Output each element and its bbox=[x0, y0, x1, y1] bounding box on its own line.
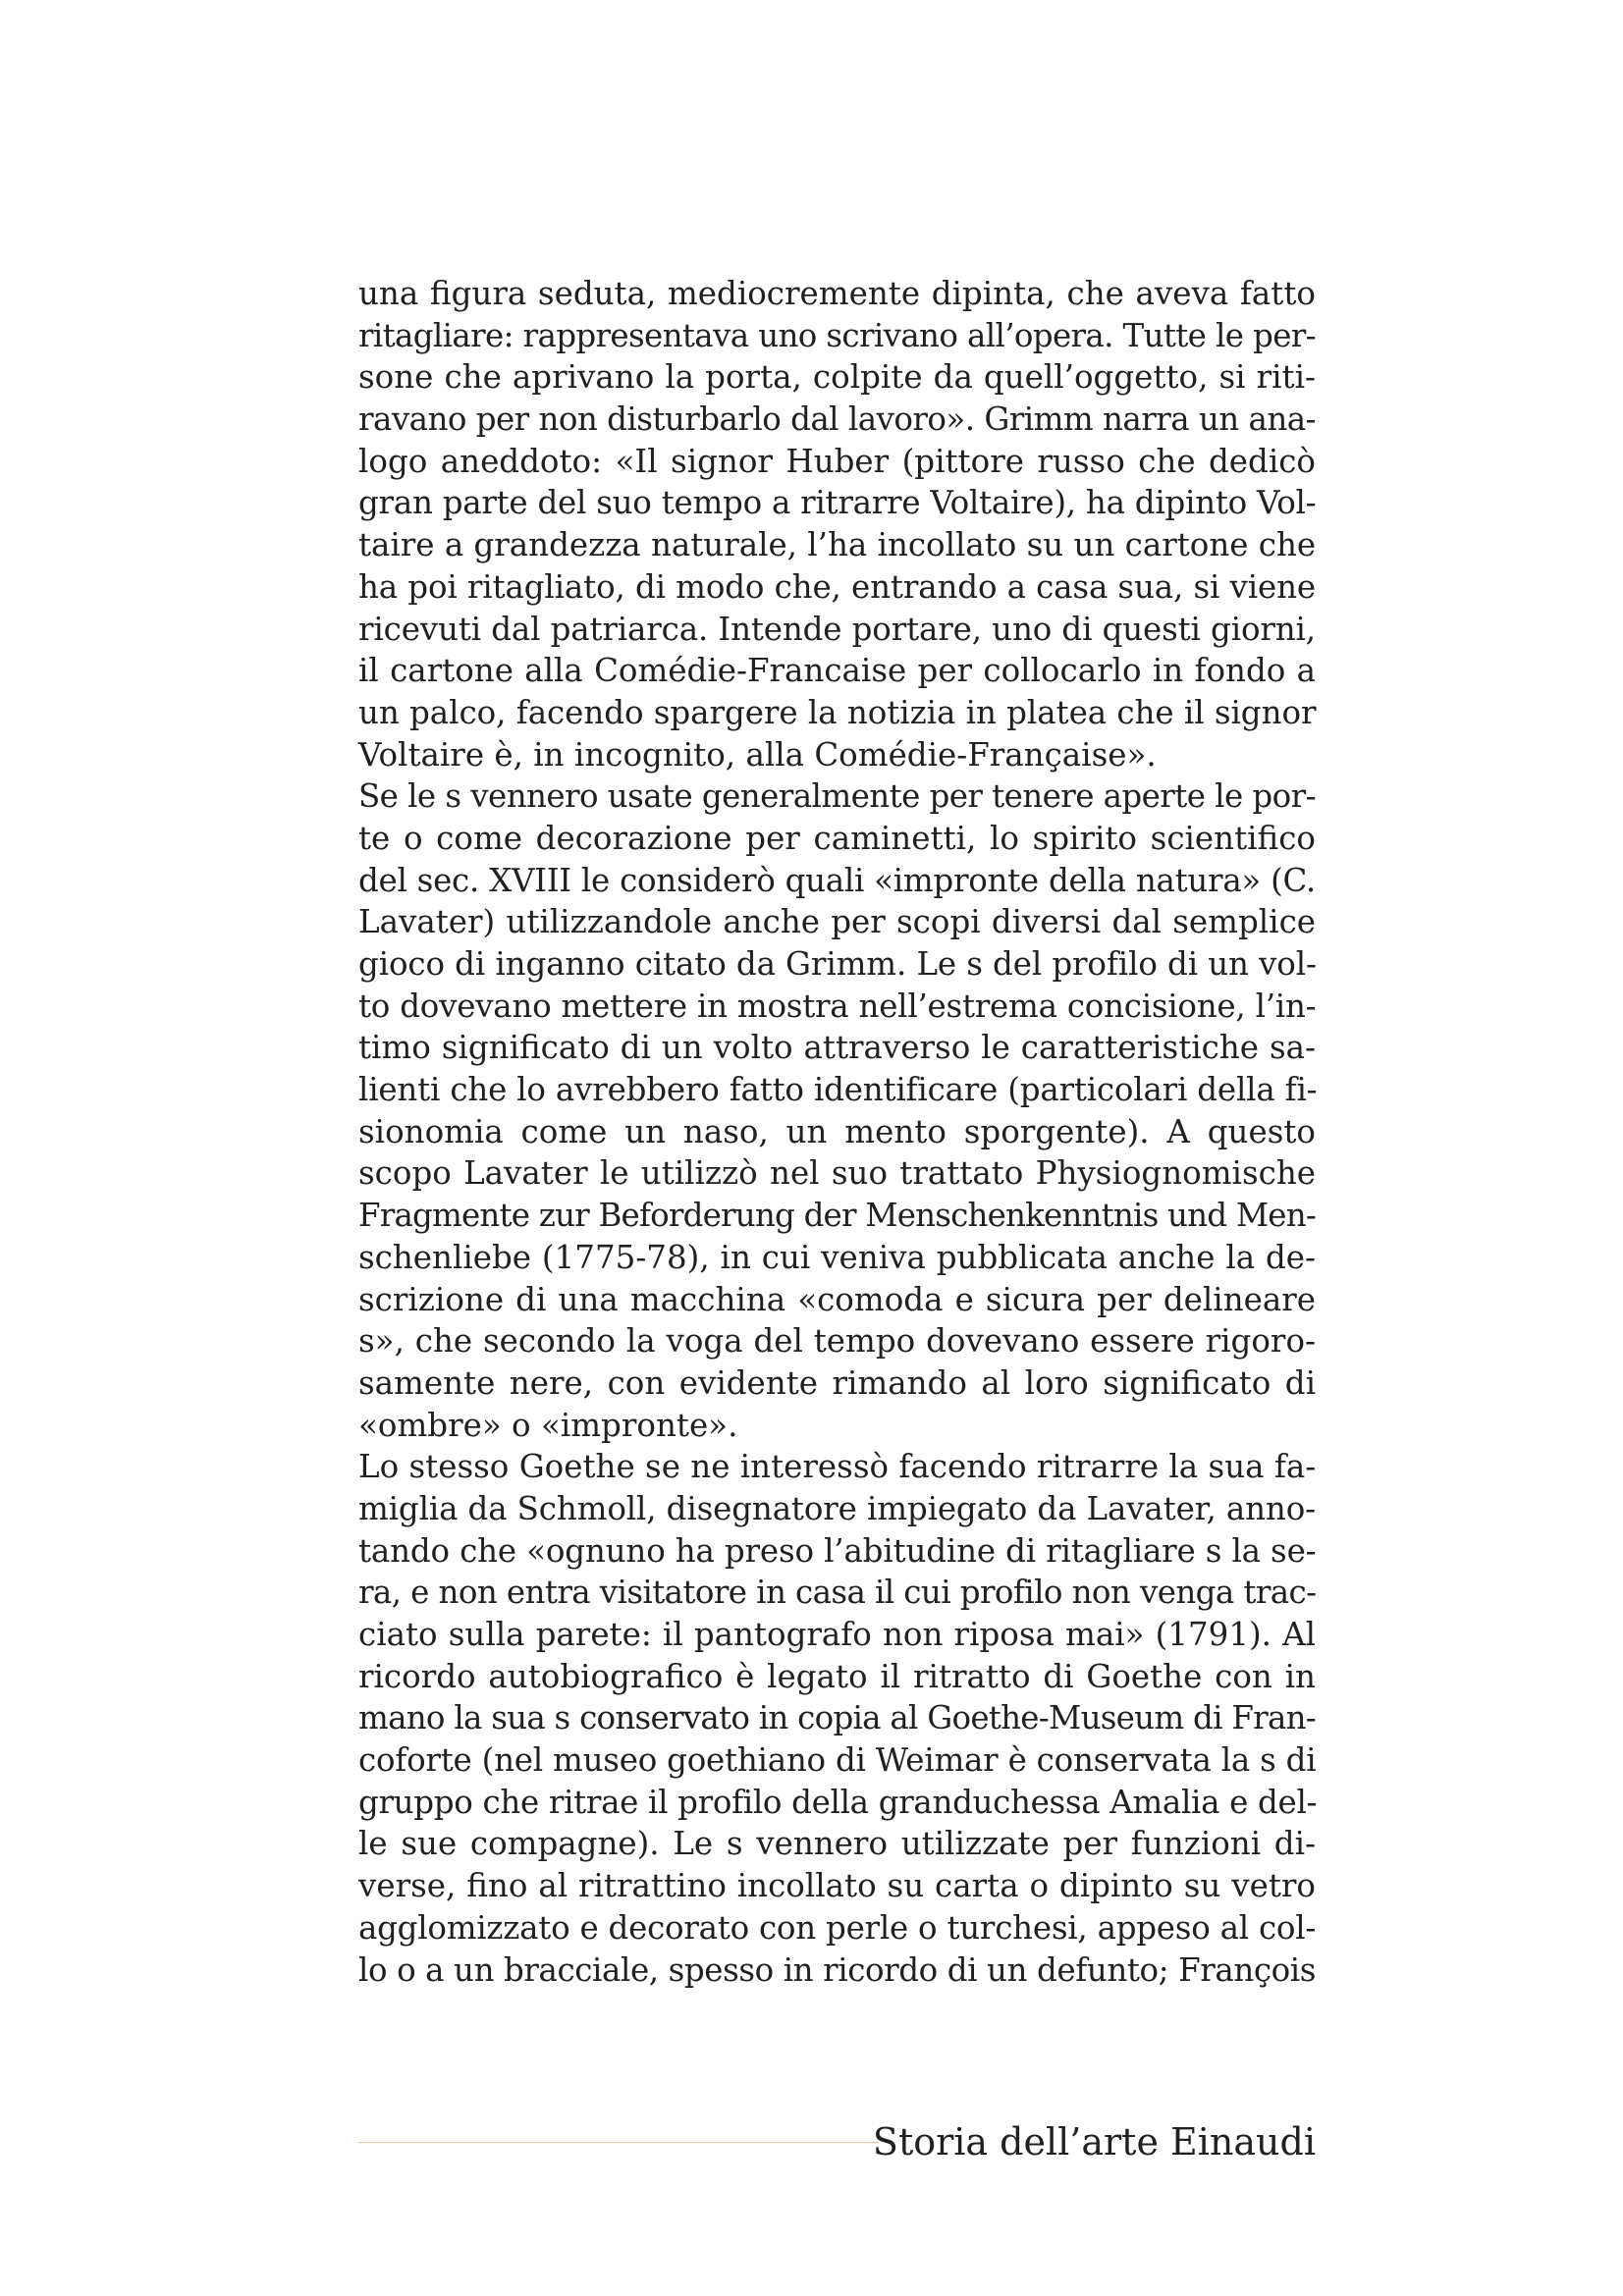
text-line: scopo Lavater le utilizzò nel suo trattato Physiognomische bbox=[358, 1154, 1316, 1193]
text-line: ciato sulla parete: il pantografo non riposa mai» (1791). Al bbox=[358, 1616, 1316, 1653]
text-line: ritagliare: rappresentava uno scrivano all’opera. Tutte le per- bbox=[358, 316, 1316, 354]
text-line: il cartone alla Comédie-Francaise per collocarlo in fondo a bbox=[358, 652, 1316, 690]
text-line: agglomizzato e decorato con perle o turchesi, appeso al col- bbox=[358, 1908, 1317, 1947]
text-line: ricevuti dal patriarca. Intende portare, uno di questi giorni, bbox=[358, 610, 1316, 648]
text-line: timo significato di un volto attraverso le caratteristiche sa- bbox=[358, 1029, 1316, 1067]
text-line: Lo stesso Goethe se ne interessò facendo ritrarre la sua fa- bbox=[358, 1448, 1317, 1486]
text-line: gruppo che ritrae il profilo della granduchessa Amalia e del- bbox=[358, 1783, 1318, 1821]
text-line: una figura seduta, mediocremente dipinta, che aveva fatto bbox=[358, 275, 1316, 312]
text-line: s», che secondo la voga del tempo dovevano essere rigoro- bbox=[358, 1322, 1316, 1361]
text-line: samente nere, con evidente rimando al loro significato di bbox=[358, 1363, 1316, 1402]
text-line: to dovevano mettere in mostra nell’estrema concisione, l’in- bbox=[358, 987, 1317, 1025]
text-line: mano la sua s conservato in copia al Goethe-Museum di Fran- bbox=[358, 1699, 1316, 1737]
text-line: lo o a un bracciale, spesso in ricordo di un defunto; François bbox=[358, 1950, 1316, 1989]
text-line: schenliebe (1775-78), in cui veniva pubblicata anche la de- bbox=[358, 1238, 1316, 1276]
text-line: te o come decorazione per caminetti, lo spirito scientifico bbox=[358, 819, 1316, 857]
text-line: gran parte del suo tempo a ritrarre Voltaire), ha dipinto Vol- bbox=[358, 484, 1317, 522]
text-line: Lavater) utilizzandole anche per scopi diversi dal semplice bbox=[358, 903, 1316, 941]
text-line: «ombre» o «impronte». bbox=[358, 1406, 738, 1444]
text-line: sionomia come un naso, un mento sporgente). A questo bbox=[358, 1112, 1316, 1150]
text-line: taire a grandezza naturale, l’ha incollato su un cartone che bbox=[358, 526, 1317, 564]
text-line: Voltaire è, in incognito, alla Comédie-Française». bbox=[358, 735, 1157, 774]
text-line: sone che aprivano la porta, colpite da quell’oggetto, si riti- bbox=[358, 358, 1316, 397]
text-line: del sec. XVIII le considerò quali «impronte della natura» (C. bbox=[358, 861, 1316, 899]
text-line: Fragmente zur Beforderung der Menschenkenntnis und Men- bbox=[358, 1197, 1316, 1235]
text-line: le sue compagne). Le s vennero utilizzate per funzioni di- bbox=[358, 1825, 1316, 1863]
text-line: lienti che lo avrebbero fatto identificare (particolari della fi- bbox=[358, 1071, 1318, 1109]
text-line: Se le s vennero usate generalmente per tenere aperte le por- bbox=[358, 777, 1316, 816]
text-line: ra, e non entra visitatore in casa il cui profilo non venga trac- bbox=[358, 1574, 1317, 1612]
text-line: miglia da Schmoll, disegnatore impiegato da Lavater, anno- bbox=[358, 1489, 1316, 1527]
text-line: logo aneddoto: «Il signor Huber (pittore russo che dedicò bbox=[358, 442, 1316, 480]
text-line: verse, fino al ritrattino incollato su carta o dipinto su vetro bbox=[358, 1867, 1316, 1905]
body-text bbox=[358, 273, 1316, 1991]
text-line: tando che «ognuno ha preso l’abitudine di ritagliare s la se- bbox=[358, 1531, 1317, 1570]
text-line: gioco di inganno citato da Grimm. Le s del profilo di un vol- bbox=[358, 945, 1317, 983]
text-line: ravano per non disturbarlo dal lavoro». Grimm narra un ana- bbox=[358, 400, 1316, 439]
text-line: scrizione di una macchina «comoda e sicura per delineare bbox=[358, 1280, 1316, 1318]
text-line: ricordo autobiografico è legato il ritratto di Goethe con in bbox=[358, 1657, 1316, 1695]
footer-divider bbox=[358, 2142, 879, 2143]
text-line: un palco, facendo spargere la notizia in platea che il signor bbox=[358, 693, 1317, 731]
footer-publication-title: Storia dell’arte Einaudi bbox=[872, 2120, 1316, 2163]
text-line: coforte (nel museo goethiano di Weimar è conservata la s di bbox=[358, 1741, 1317, 1780]
text-line: ha poi ritagliato, di modo che, entrando a casa sua, si viene bbox=[358, 567, 1316, 606]
